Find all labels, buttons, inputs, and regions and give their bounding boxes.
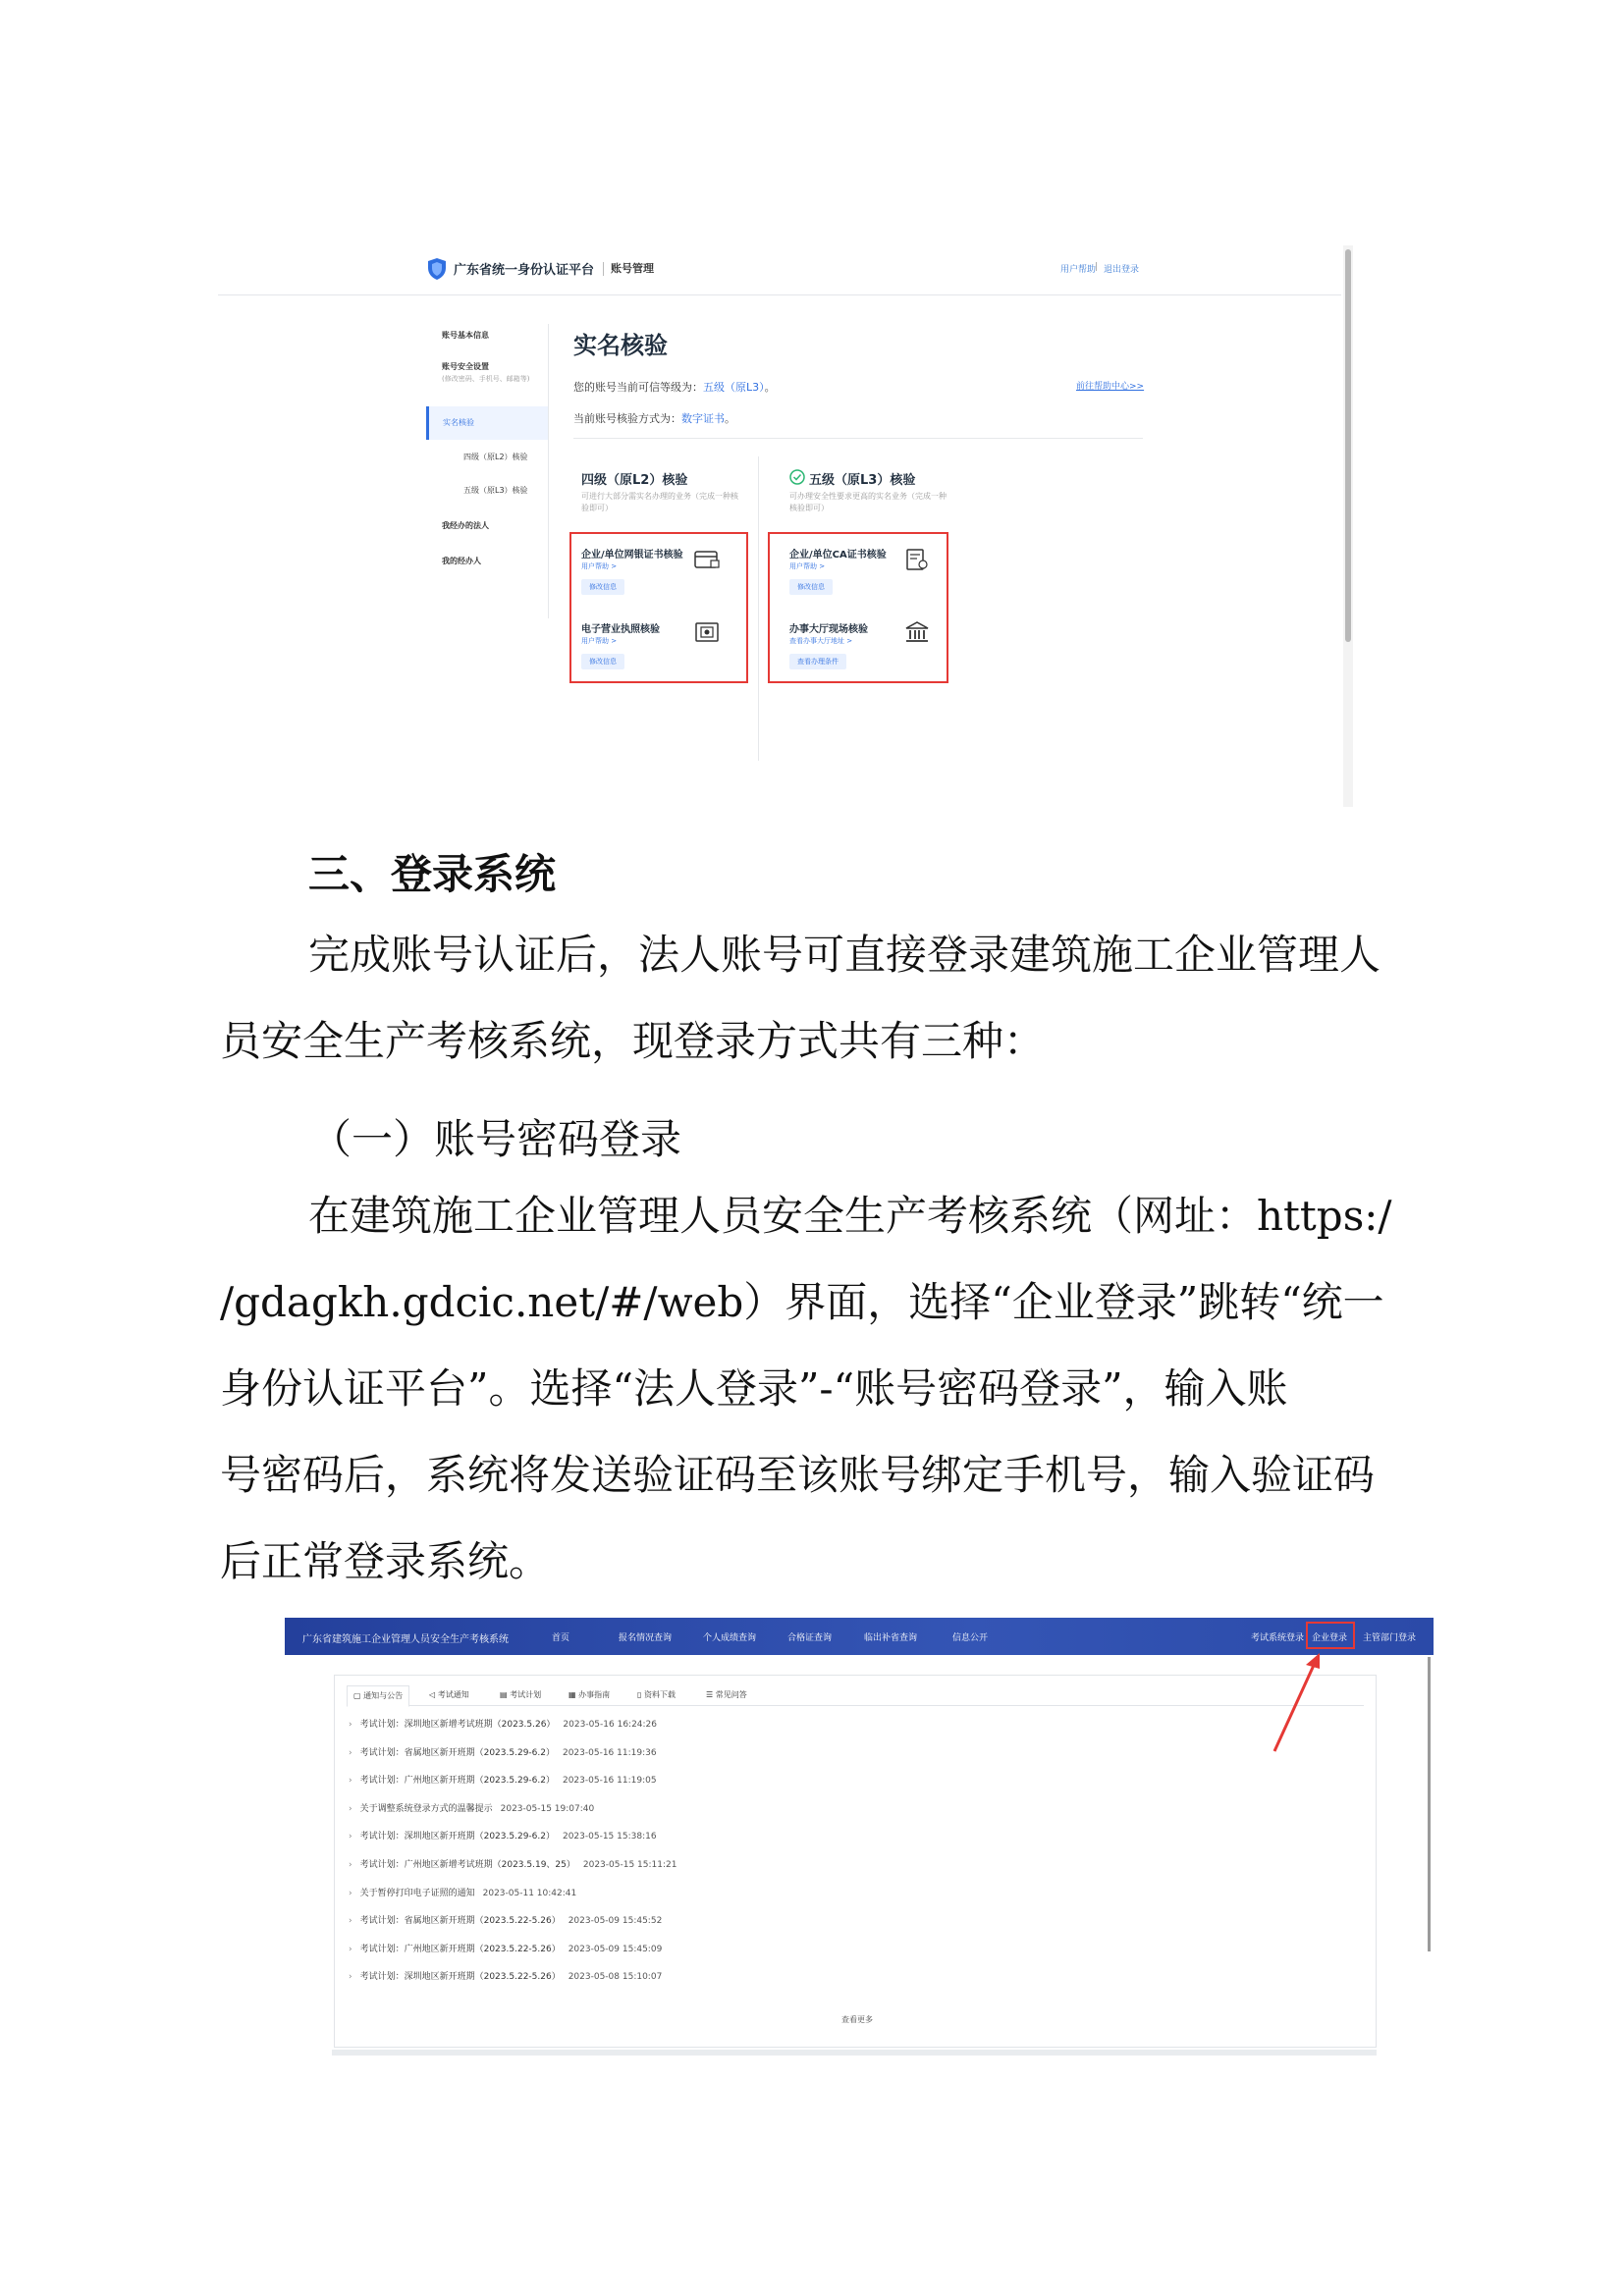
tab-exam-plan[interactable]: ▤ 考试计划 [500,1690,542,1699]
sidebar-item-level5[interactable]: 五级（原L3）核验 [463,486,528,495]
exam-system-screenshot [285,1618,1434,2059]
chevron-right-icon: › [349,1972,352,1983]
chevron-right-icon: › [349,1832,352,1842]
news-item[interactable] [349,1942,662,1954]
card-title: 企业/单位CA证书核验 [789,550,887,561]
card-title: 企业/单位网银证书核验 [581,550,683,561]
news-item[interactable] [349,1745,657,1758]
level4-title: 四级（原L2）核验 [581,473,688,488]
sidebar-item-level4[interactable]: 四级（原L2）核验 [463,453,528,461]
news-date: 2023-05-09 15:45:09 [568,1944,663,1954]
sidebar-item-my-handlers[interactable]: 我的经办人 [442,557,481,565]
card-help-link[interactable]: 查看办事大厅地址 > [789,637,853,645]
view-more-link[interactable]: 查看更多 [841,2015,873,2024]
news-date: 2023-05-15 15:38:16 [562,1832,657,1842]
news-item[interactable] [349,1913,662,1926]
logout-link[interactable]: 退出登录 [1104,265,1140,275]
news-date: 2023-05-15 15:11:21 [582,1860,677,1870]
news-date: 2023-05-16 11:19:05 [562,1776,657,1787]
news-title: 考试计划：省属地区新开班期（2023.5.29-6.2） [359,1747,555,1758]
chevron-right-icon: › [349,1860,352,1870]
license-icon [693,620,721,644]
level5-desc: 可办理安全性要求更高的实名业务（完成一种核验即可） [789,492,947,512]
red-arrow-annotation [1267,1649,1326,1757]
news-title: 考试计划：深圳地区新开班期（2023.5.29-6.2） [359,1832,555,1842]
news-date: 2023-05-08 15:10:07 [568,1972,663,1983]
modify-info-button[interactable]: 修改信息 [581,579,624,595]
news-title: 考试计划：广州地区新开班期（2023.5.29-6.2） [359,1776,555,1787]
news-title: 考试计划：省属地区新开班期（2023.5.22-5.26） [359,1916,561,1927]
user-help-link[interactable]: 用户帮助 [1060,265,1097,275]
verify-method-value: 数字证书 [681,412,725,425]
page-title: 实名核验 [573,332,668,359]
chevron-right-icon: › [349,1916,352,1927]
news-item[interactable] [349,1801,594,1814]
paragraph-line: 完成账号认证后，法人账号可直接登录建筑施工企业管理人 [308,931,1381,979]
sidebar-item-security[interactable]: 账号安全设置 (修改密码、手机号、邮箱等) [442,362,530,383]
news-date: 2023-05-16 11:19:36 [562,1747,657,1758]
news-title: 关于暂停打印电子证照的通知 [359,1888,475,1898]
platform-header [218,245,1341,295]
news-date: 2023-05-15 19:07:40 [500,1803,595,1814]
divider [573,438,1143,439]
chevron-right-icon: › [349,1944,352,1954]
enterprise-login-highlight [1306,1622,1355,1649]
tab-faq[interactable]: ☰ 常见问答 [706,1690,747,1699]
news-item[interactable] [349,1857,677,1870]
paragraph-line: 号密码后，系统将发送验证码至该账号绑定手机号，输入验证码 [220,1451,1376,1499]
sidebar-item-basic-info[interactable]: 账号基本信息 [442,331,489,340]
paragraph-line: 员安全生产考核系统，现登录方式共有三种： [220,1017,1046,1065]
card-help-link[interactable]: 用户帮助 > [581,562,618,570]
chevron-right-icon: › [349,1747,352,1758]
help-center-link[interactable]: 前往帮助中心>> [1076,382,1145,392]
paragraph-line: /gdagkh.gdcic.net/#/web）界面，选择“企业登录”跳转“统一 [220,1278,1384,1326]
card-help-link[interactable]: 用户帮助 > [581,637,618,645]
page-scrollbar[interactable] [1428,1657,1431,1951]
news-item[interactable] [349,1829,657,1842]
news-title: 考试计划：广州地区新开班期（2023.5.22-5.26） [359,1944,561,1954]
nav-home[interactable]: 首页 [552,1633,570,1643]
news-date: 2023-05-11 10:42:41 [482,1888,577,1898]
sidebar-item-realname-verify[interactable]: 实名核验 [426,406,548,440]
bottom-scrollbar[interactable] [332,2050,1377,2056]
tab-downloads[interactable]: ▯ 资料下载 [637,1690,676,1699]
news-date: 2023-05-16 16:24:26 [563,1720,658,1730]
nav-info-public[interactable]: 信息公开 [952,1633,989,1643]
news-title: 考试计划：深圳地区新开班期（2023.5.22-5.26） [359,1972,561,1983]
notice-panel [334,1675,1377,2048]
certificate-icon [903,548,931,571]
card-title: 电子营业执照核验 [581,624,660,635]
identity-platform-screenshot: 广东省统一身份认证平台 账号管理 用户帮助 | 退出登录 账号基本信息 账号安全设置 (修改密码、手机号、邮箱等) 实名核验 四级（原L2）核验 五级（原L3）核验 我经办的法人 我的经办人 实名核验 您的账号当前可信等级为：五级（原L3）。 当前账号核验方式为：数字证书。 前往帮助中心>> 四级（原L2）核验 可进行大部分需实名办理的业务（完成一种核验即可） 企业/单位网银证书核验 用户帮助 > 修改信息 电子营业执照核验 用户帮助 > 修改信息 五级（原L3）核验 可办理安全性要求更高的实名业务（完成一种核验即可） 企业/单位CA证书核验 用户帮助 > 修改信息 办事大厅现场核验 查看办事大厅地址 > 查看办理条件 [218,245,1355,807]
notice-tabs [347,1685,1364,1706]
nav-certificate-query[interactable]: 合格证查询 [787,1633,833,1643]
news-item[interactable] [349,1773,657,1786]
news-item[interactable] [349,1886,576,1898]
government-building-icon [903,620,931,644]
system-navbar [285,1618,1434,1655]
account-sidebar [426,324,549,618]
check-circle-icon [789,469,805,485]
paragraph-line: 在建筑施工企业管理人员安全生产考核系统（网址：https:/ [308,1192,1392,1240]
chevron-right-icon: › [349,1776,352,1787]
news-item[interactable] [349,1969,662,1982]
section-heading: 三、登录系统 [308,850,557,898]
modify-info-button[interactable]: 修改信息 [789,579,833,595]
news-date: 2023-05-09 15:45:52 [568,1916,663,1927]
tab-guide[interactable]: ▦ 办事指南 [568,1690,611,1699]
enterprise-login-link[interactable]: 企业登录 [1312,1633,1348,1643]
paragraph-line: 后正常登录系统。 [220,1537,551,1585]
system-title: 广东省建筑施工企业管理人员安全生产考核系统 [302,1634,509,1645]
column-divider [758,456,759,761]
news-title: 关于调整系统登录方式的温馨提示 [359,1803,493,1814]
chevron-right-icon: › [349,1888,352,1898]
verify-method-line: 当前账号核验方式为：数字证书。 [573,412,735,425]
nav-transfer-query[interactable]: 临出补省查询 [864,1633,918,1643]
bank-card-icon [693,548,721,571]
platform-brand: 广东省统一身份认证平台 [454,263,595,278]
news-item[interactable] [349,1717,657,1730]
nav-score-query[interactable]: 个人成绩查询 [703,1633,757,1643]
trust-level-value: 五级（原L3） [703,381,765,394]
tab-notices[interactable]: ▢ 通知与公告 [347,1685,409,1707]
level4-desc: 可进行大部分需实名办理的业务（完成一种核验即可） [581,492,738,512]
sub-heading: （一）账号密码登录 [310,1115,682,1163]
page-scrollbar[interactable] [1343,245,1353,807]
paragraph-line: 身份认证平台”。选择“法人登录”-“账号密码登录”，输入账 [220,1364,1288,1413]
view-conditions-button[interactable]: 查看办理条件 [789,654,846,669]
brand-divider [603,262,604,276]
nav-registration-query[interactable]: 报名情况查询 [619,1633,673,1643]
account-management-label: 账号管理 [611,262,654,275]
shield-logo-icon [426,257,448,281]
news-title: 考试计划：广州地区新增考试班期（2023.5.19、25） [359,1860,575,1870]
sidebar-item-my-legal-persons[interactable]: 我经办的法人 [442,521,489,530]
card-help-link[interactable]: 用户帮助 > [789,562,826,570]
level5-title: 五级（原L3）核验 [809,473,916,488]
card-title: 办事大厅现场核验 [789,624,868,635]
trust-level-line: 您的账号当前可信等级为：五级（原L3）。 [573,381,776,394]
news-title: 考试计划：深圳地区新增考试班期（2023.5.26） [359,1720,556,1730]
chevron-right-icon: › [349,1720,352,1730]
chevron-right-icon: › [349,1803,352,1814]
sidebar-item-hint: (修改密码、手机号、邮箱等) [442,375,530,383]
authority-login-link[interactable]: 主管部门登录 [1363,1633,1417,1643]
modify-info-button[interactable]: 修改信息 [581,654,624,669]
tab-exam-notice[interactable]: ◁ 考试通知 [429,1690,469,1699]
exam-system-login-link[interactable]: 考试系统登录 [1251,1633,1305,1643]
